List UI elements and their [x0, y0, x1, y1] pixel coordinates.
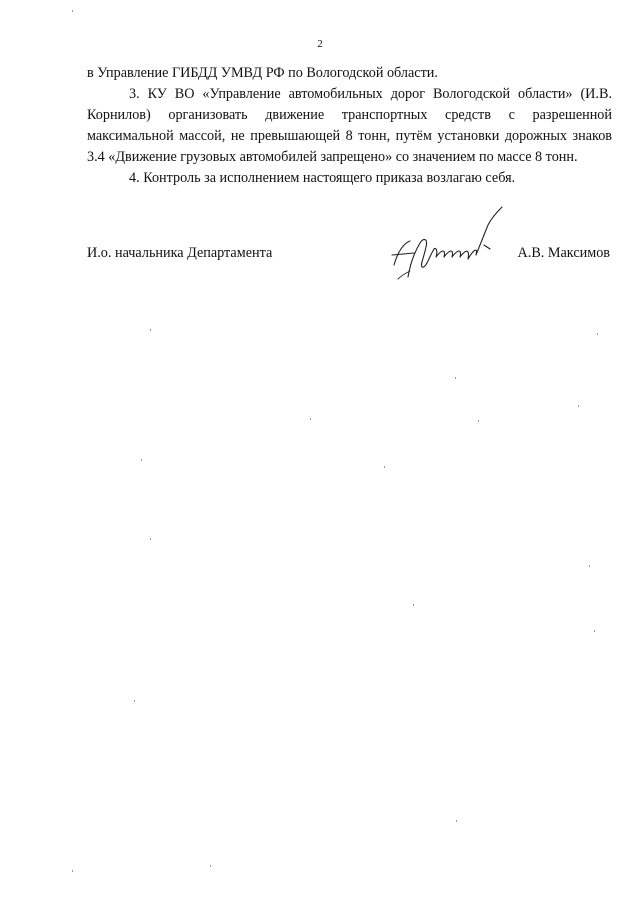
- scan-speck: [456, 820, 457, 822]
- scan-speck: [134, 700, 135, 702]
- scan-speck: [72, 870, 73, 872]
- scan-speck: [594, 630, 595, 632]
- scan-speck: [210, 865, 211, 867]
- scan-speck: [150, 538, 151, 540]
- scan-speck: [597, 333, 598, 335]
- scan-speck: [578, 405, 579, 407]
- signatory-name: А.В. Максимов: [517, 245, 610, 261]
- scan-speck: [150, 329, 151, 331]
- scan-speck: [413, 604, 414, 606]
- paragraph-item-3: 3. КУ ВО «Управление автомобильных дорог Вологодской области» (И.В. Корнилов) организовать движение транспортных средств с разрешенной максимальной массой, не превышающей 8 тонн, путём установки дорожных знаков 3.4 «Движение грузовых автомобилей запрещено» со значением по массе 8 тонн.: [87, 86, 612, 165]
- scan-speck: [141, 459, 142, 461]
- signatory-role: И.о. начальника Департамента: [87, 245, 273, 261]
- paragraph-item-4: 4. Контроль за исполнением настоящего приказа возлагаю себя.: [129, 170, 516, 186]
- scan-speck: [310, 418, 311, 420]
- scan-speck: [384, 466, 385, 468]
- handwritten-signature: [380, 205, 510, 285]
- scan-speck: [72, 10, 73, 12]
- scan-speck: [589, 565, 590, 567]
- scan-speck: [455, 377, 456, 379]
- paragraph-continuation: в Управление ГИБДД УМВД РФ по Вологодской области.: [87, 65, 438, 81]
- document-body: [87, 63, 612, 189]
- scan-speck: [478, 420, 479, 422]
- page-number: 2: [317, 38, 323, 50]
